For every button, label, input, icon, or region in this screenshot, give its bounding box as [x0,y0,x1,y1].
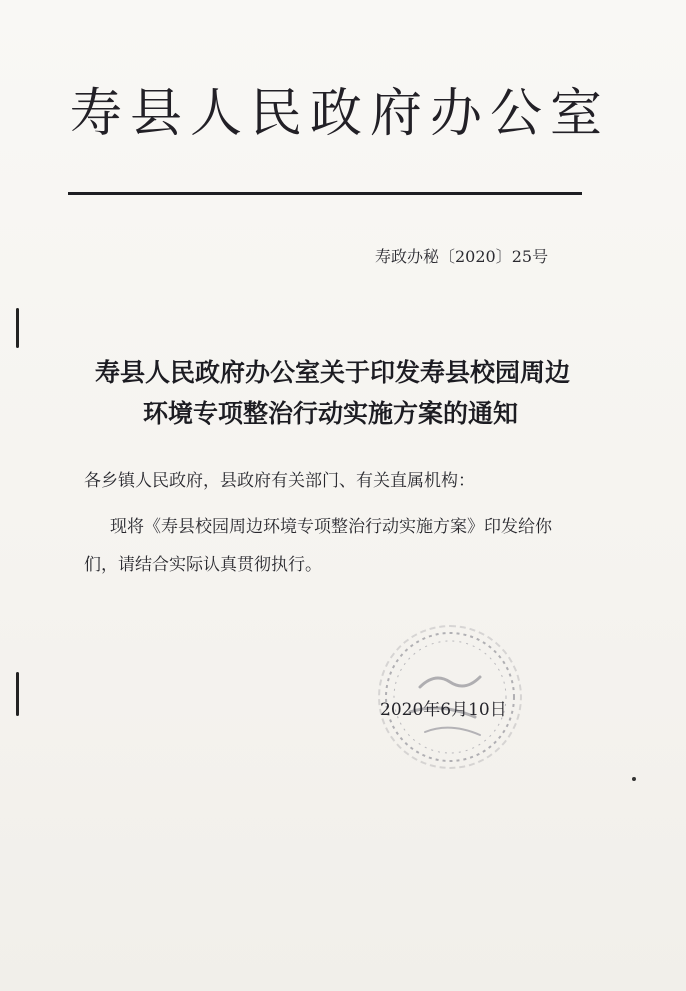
binding-mark-bottom [16,672,19,716]
document-title-line-2: 环境专项整治行动实施方案的通知 [143,399,519,428]
addressee-line: 各乡镇人民政府，县政府有关部门、有关直属机构： [84,471,475,491]
header-divider [68,192,582,195]
binding-mark-top [16,308,19,348]
body-paragraph [84,508,594,584]
document-title [95,352,615,434]
scan-speck [632,777,636,781]
document-title-line-1: 寿县人民政府办公室关于印发寿县校园周边 [95,358,571,387]
issuing-office-header: 寿县人民政府办公室 [70,84,611,144]
body-line-2: 们，请结合实际认真贯彻执行。 [84,555,322,575]
body-line-1: 现将《寿县校园周边环境专项整治行动实施方案》印发给你 [110,517,552,537]
issue-date: 2020年6月10日 [380,700,507,720]
document-number: 寿政办秘〔2020〕25号 [375,247,549,266]
